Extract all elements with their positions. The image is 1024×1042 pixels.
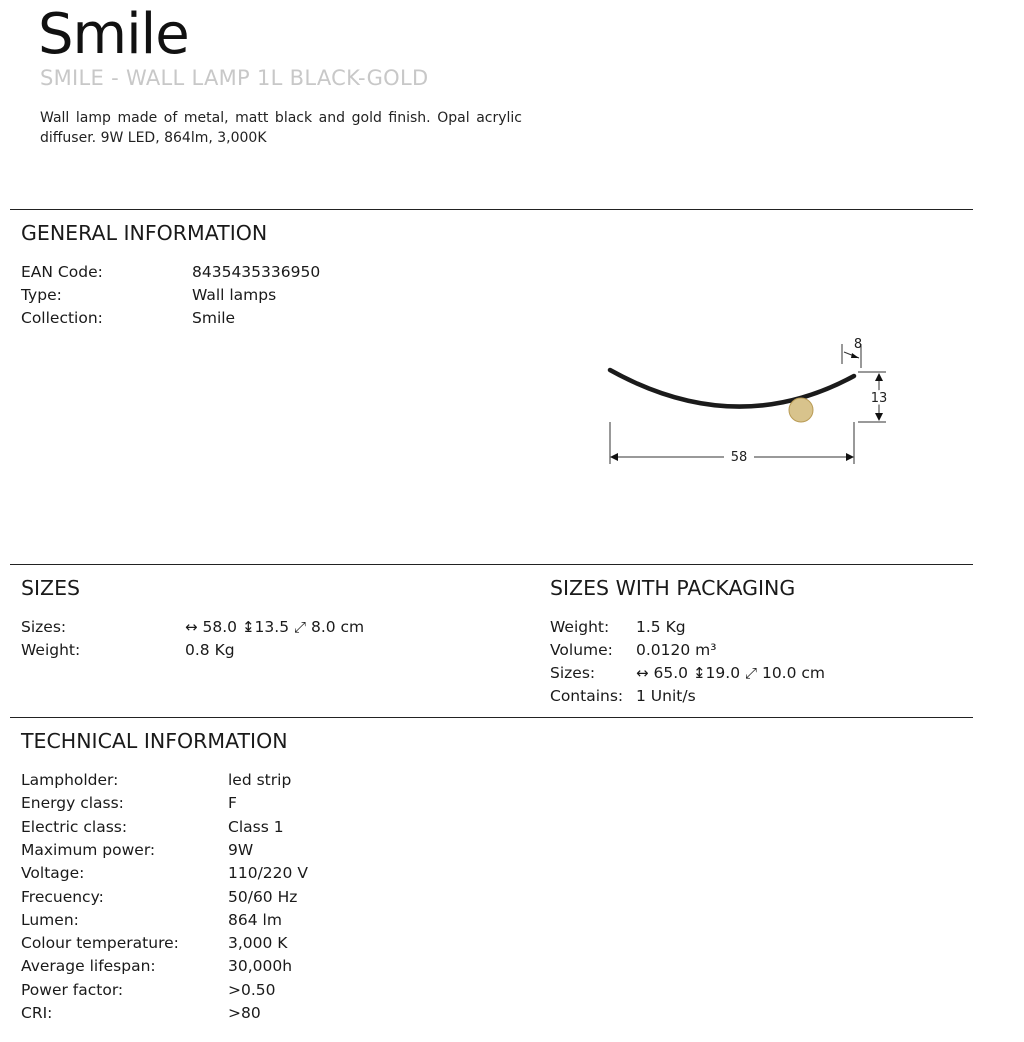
tech-label: Colour temperature: xyxy=(21,934,179,953)
product-subtitle: SMILE - WALL LAMP 1L BLACK-GOLD xyxy=(40,66,429,90)
product-dimension-drawing xyxy=(596,330,906,480)
packaging-contains-label: Contains: xyxy=(550,687,624,705)
info-row-type xyxy=(21,285,421,305)
tech-value: led strip xyxy=(228,771,292,789)
packaging-sizes-row xyxy=(550,663,970,683)
tech-label: Power factor: xyxy=(21,980,124,999)
tech-row-lumen xyxy=(21,910,501,930)
info-label: EAN Code: xyxy=(21,263,103,281)
tech-label: Energy class: xyxy=(21,794,124,813)
tech-value: 3,000 K xyxy=(228,934,288,953)
width-dimension-label: 58 xyxy=(730,450,748,465)
sizes-value xyxy=(185,617,364,637)
packaging-volume-row xyxy=(550,640,970,660)
sizes-label: Sizes: xyxy=(21,618,67,636)
sizes-list xyxy=(21,617,501,663)
tech-label: Lampholder: xyxy=(21,771,119,789)
size-height: 13.5 xyxy=(254,618,290,636)
height-arrow-icon: ↨ xyxy=(692,664,706,682)
tech-value: Class 1 xyxy=(228,817,284,836)
packaging-height: 19.0 xyxy=(705,664,741,682)
sizes-row xyxy=(21,617,501,637)
tech-row-energy-class xyxy=(21,793,501,813)
lamp-globe-shape xyxy=(789,398,813,422)
sizes-heading: SIZES xyxy=(21,576,81,600)
tech-label: CRI: xyxy=(21,1004,53,1022)
lamp-arc-shape xyxy=(610,370,854,407)
general-info-heading: GENERAL INFORMATION xyxy=(21,221,268,245)
packaging-sizes-value xyxy=(636,663,825,683)
technical-info-heading: TECHNICAL INFORMATION xyxy=(21,729,288,753)
tech-label: Electric class: xyxy=(21,817,128,836)
depth-dimension-label: 8 xyxy=(853,337,863,352)
tech-row-frequency xyxy=(21,887,501,907)
info-row-ean xyxy=(21,262,421,282)
size-depth: 8.0 cm xyxy=(310,618,365,636)
tech-row-voltage xyxy=(21,863,501,883)
weight-row xyxy=(21,640,501,660)
packaging-heading: SIZES WITH PACKAGING xyxy=(550,576,796,600)
tech-value: >80 xyxy=(228,1004,261,1022)
product-description: Wall lamp made of metal, matt black and gold finish. Opal acrylic diffuser. 9W LED, 864lm, 3,000K xyxy=(40,110,522,146)
tech-value: 864 lm xyxy=(228,910,282,929)
tech-row-colour-temperature xyxy=(21,933,501,953)
info-label: Collection: xyxy=(21,309,103,327)
tech-value: 9W xyxy=(228,840,254,859)
packaging-weight-value: 1.5 Kg xyxy=(636,618,686,636)
tech-row-maximum-power xyxy=(21,840,501,860)
width-arrow-icon: ↔ xyxy=(185,618,198,636)
weight-value: 0.8 Kg xyxy=(185,641,235,659)
divider xyxy=(10,209,973,210)
tech-row-electric-class xyxy=(21,817,501,837)
size-width: 58.0 xyxy=(202,618,238,636)
info-label: Type: xyxy=(21,286,62,304)
packaging-contains-row xyxy=(550,686,970,706)
packaging-weight-row xyxy=(550,617,970,637)
divider xyxy=(10,564,973,565)
tech-label: Frecuency: xyxy=(21,887,104,906)
tech-row-average-lifespan xyxy=(21,956,501,976)
info-row-collection xyxy=(21,308,421,328)
packaging-depth: 10.0 cm xyxy=(761,664,826,682)
tech-label: Average lifespan: xyxy=(21,957,156,976)
tech-label: Voltage: xyxy=(21,864,85,883)
depth-arrow-icon: ⤢ xyxy=(294,618,307,636)
height-dimension-label: 13 xyxy=(870,391,888,406)
technical-info-list xyxy=(21,770,501,1030)
tech-label: Lumen: xyxy=(21,910,79,929)
tech-row-power-factor xyxy=(21,980,501,1000)
packaging-list xyxy=(550,617,970,709)
tech-value: >0.50 xyxy=(228,980,276,999)
info-value: 8435435336950 xyxy=(192,263,321,281)
product-title: Smile xyxy=(38,2,189,67)
packaging-sizes-label: Sizes: xyxy=(550,664,596,682)
depth-arrow-icon: ⤢ xyxy=(745,664,758,682)
tech-row-cri xyxy=(21,1003,501,1023)
height-arrow-icon: ↨ xyxy=(241,618,255,636)
info-value: Smile xyxy=(192,309,236,327)
divider xyxy=(10,717,973,718)
tech-value: 110/220 V xyxy=(228,864,308,883)
packaging-volume-value: 0.0120 m³ xyxy=(636,641,717,659)
packaging-width: 65.0 xyxy=(653,664,689,682)
tech-value: F xyxy=(228,794,237,813)
weight-label: Weight: xyxy=(21,641,81,659)
tech-row-lampholder xyxy=(21,770,501,790)
packaging-volume-label: Volume: xyxy=(550,641,613,659)
tech-label: Maximum power: xyxy=(21,840,156,859)
tech-value: 30,000h xyxy=(228,957,293,976)
tech-value: 50/60 Hz xyxy=(228,887,298,906)
packaging-contains-value: 1 Unit/s xyxy=(636,687,696,705)
info-value: Wall lamps xyxy=(192,286,277,304)
width-arrow-icon: ↔ xyxy=(636,664,649,682)
packaging-weight-label: Weight: xyxy=(550,618,610,636)
general-info-list xyxy=(21,262,421,334)
